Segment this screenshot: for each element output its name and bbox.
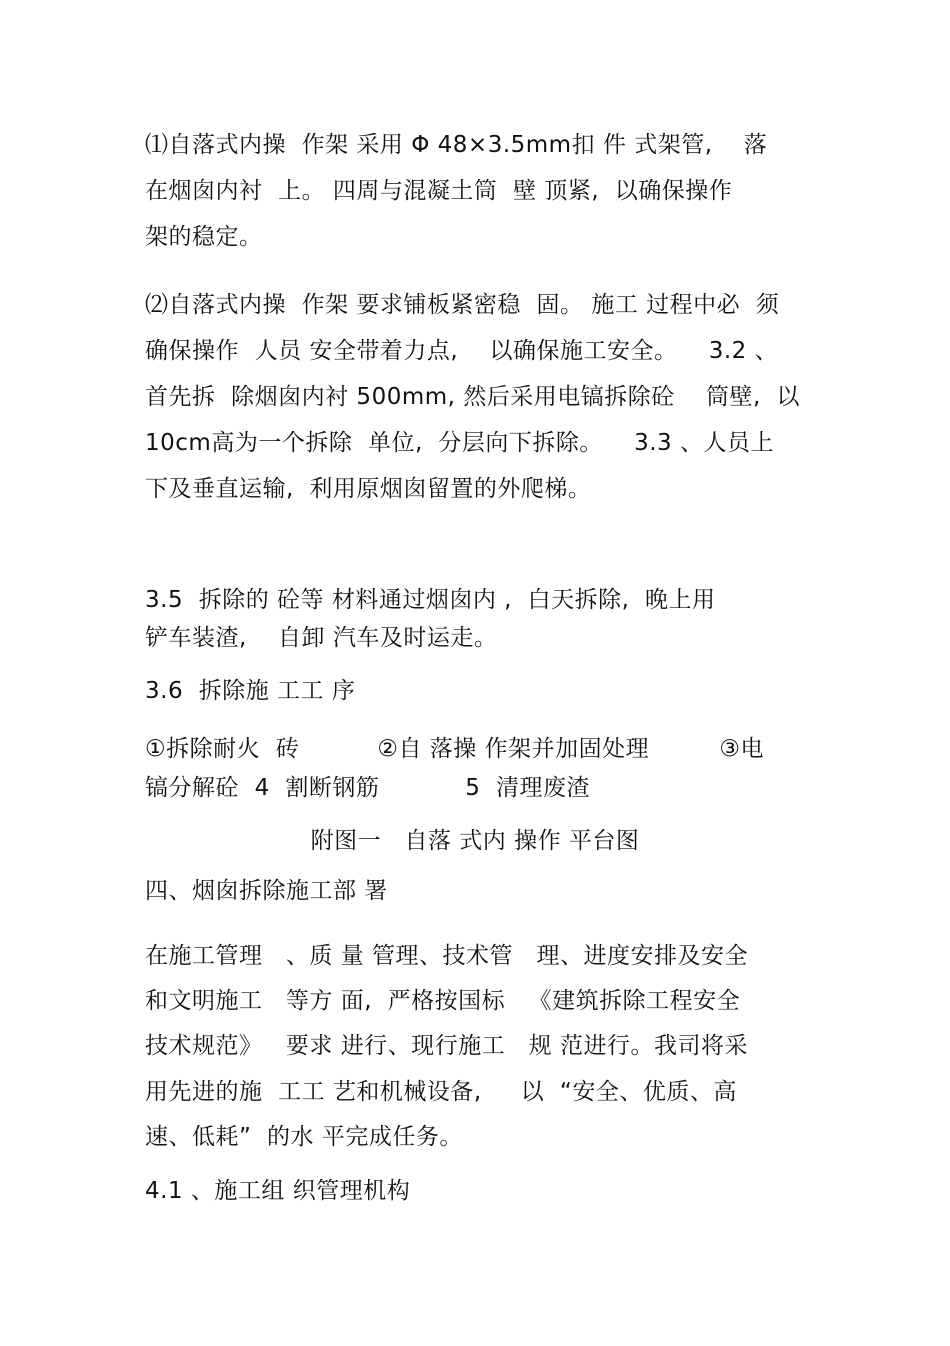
section-4-body-line-1: 在施工管理 、质 量 管理、技术管 理、进度安排及安全: [145, 943, 748, 969]
paragraph-2-line-4: 10cm高为一个拆除 单位, 分层向下拆除。 3.3 、人员上: [145, 430, 775, 456]
section-heading-4-1: 4.1 、施工组 织管理机构: [145, 1178, 411, 1204]
paragraph-1-line-2: 在烟囱内衬 上。 四周与混凝土筒 壁 顶紧, 以确保操作: [145, 178, 733, 204]
section-4-body-line-5: 速、低耗” 的水 平完成任务。: [145, 1124, 463, 1150]
paragraph-2-line-5: 下及垂直运输, 利用原烟囱留置的外爬梯。: [145, 476, 592, 502]
section-4-body-line-4: 用先进的施 工工 艺和机械设备, 以 “安全、优质、高: [145, 1079, 737, 1105]
paragraph-2-line-1: ⑵自落式内操 作架 要求铺板紧密稳 固。 施工 过程中必 须: [145, 292, 780, 318]
section-heading-4: 四、烟囱拆除施工部 署: [145, 878, 388, 904]
paragraph-1-line-3: 架的稳定。: [145, 224, 263, 250]
section-4-body-line-2: 和文明施工 等方 面, 严格按国标 《建筑拆除工程安全: [145, 988, 741, 1014]
procedure-steps-line-1: ①拆除耐火 砖 ②自 落操 作架并加固处理 ③电: [145, 736, 765, 762]
figure-caption: 附图一 自落 式内 操作 平台图: [310, 828, 640, 854]
section-4-body-line-3: 技术规范》 要求 进行、现行施工 规 范进行。我司将采: [145, 1033, 748, 1059]
paragraph-1-line-1: ⑴自落式内操 作架 采用 Φ 48×3.5mm扣 件 式架管, 落: [145, 132, 768, 158]
paragraph-3-line-1: 3.5 拆除的 砼等 材料通过烟囱内 , 白天拆除, 晚上用: [145, 587, 716, 613]
procedure-steps-line-2: 镐分解砼 4 割断钢筋 5 清理废渣: [145, 775, 591, 801]
paragraph-2-line-2: 确保操作 人员 安全带着力点, 以确保施工安全。 3.2 、: [145, 338, 779, 364]
paragraph-2-line-3: 首先拆 除烟囱内衬 500mm, 然后采用电镐拆除砼 筒壁, 以: [145, 384, 800, 410]
paragraph-3-line-2: 铲车装渣, 自卸 汽车及时运走。: [145, 625, 498, 651]
section-heading-3-6: 3.6 拆除施 工工 序: [145, 678, 356, 704]
